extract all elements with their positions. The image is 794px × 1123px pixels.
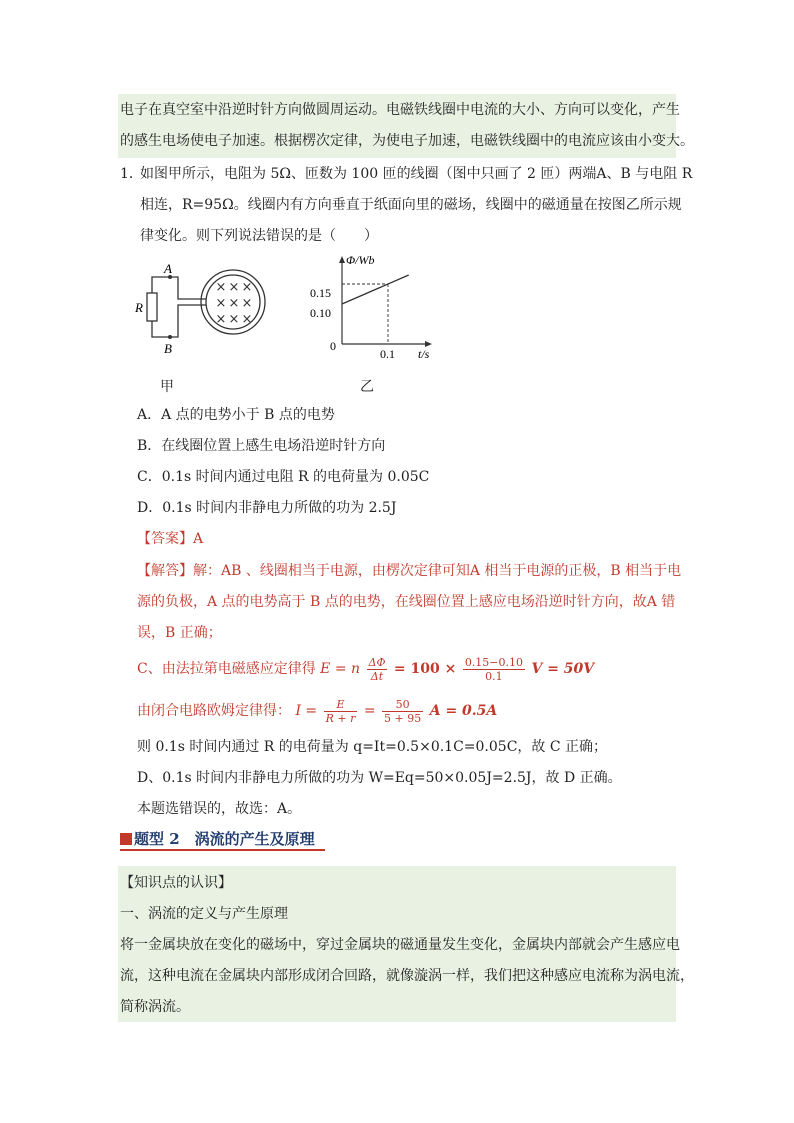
flux-series-line xyxy=(342,275,409,304)
cross-mark: × xyxy=(228,280,240,295)
frac-denominator: Δt xyxy=(370,669,384,683)
heading-underline xyxy=(120,849,325,851)
terminal-b xyxy=(168,335,172,339)
wire-left-bottom xyxy=(152,321,170,337)
wire-left-top xyxy=(152,277,170,293)
answer-tag: 【答案】 xyxy=(137,531,193,547)
frac-denominator: 0.1 xyxy=(485,669,503,683)
question-line-2: 相连，R=95Ω。线圈内有方向垂直于纸面向里的磁场，线圈中的磁通量在按图乙所示规 xyxy=(140,197,682,213)
cross-mark: × xyxy=(215,296,227,311)
tick-label-015: 0.15 xyxy=(310,286,331,300)
cross-mark: × xyxy=(241,296,253,311)
solution-c-formula xyxy=(137,652,594,686)
knowledge-line-1: 将一金属块放在变化的磁场中，穿过金属块的磁通量发生变化，金属块内部就会产生感应电 xyxy=(120,937,680,953)
y-axis-label: Φ/Wb xyxy=(346,253,375,267)
wire-to-coil-top xyxy=(170,277,206,299)
caption-jia: 甲 xyxy=(160,379,174,395)
label-a: A xyxy=(164,261,172,276)
frac-denominator: R + r xyxy=(325,711,356,725)
cross-mark: × xyxy=(228,296,240,311)
c-frac-values xyxy=(463,656,525,683)
question-line-3: 律变化。则下列说法错误的是（ ） xyxy=(140,228,378,244)
solution-tag: 【解答】 xyxy=(137,563,193,579)
question-line-1: 如图甲所示，电阻为 5Ω、匝数为 100 匝的线圈（图中只画了 2 匝）两端A、B 与电阻 R xyxy=(140,166,693,182)
c-e: E = n xyxy=(320,661,361,677)
section-heading xyxy=(120,828,325,850)
ohm-frac-1 xyxy=(324,698,358,725)
solution-line-q: 则 0.1s 时间内通过 R 的电荷量为 q=It=0.5×0.1C=0.05C，故 C 正确； xyxy=(137,739,608,755)
resistor xyxy=(147,293,157,321)
knowledge-subheader: 一、涡流的定义与产生原理 xyxy=(120,906,288,922)
frac-denominator: 5 + 95 xyxy=(384,711,422,725)
frac-numerator: ΔΦ xyxy=(368,655,386,669)
solution-ohm-formula xyxy=(137,694,497,728)
ohm-i: I = xyxy=(295,703,318,719)
option-b: B．在线圈位置上感生电场沿逆时针方向 xyxy=(137,438,386,454)
c-end: V = 50V xyxy=(531,661,595,677)
magnetic-field-crosses xyxy=(216,280,253,327)
knowledge-line-2: 流，这种电流在金属块内部形成闭合回路，就像漩涡一样，我们把这种感应电流称为涡电流， xyxy=(120,968,694,984)
ohm-prefix: 由闭合电路欧姆定律得： xyxy=(137,703,291,719)
cross-mark: × xyxy=(228,312,240,327)
solution-line-d: D、0.1s 时间内非静电力所做的功为 W=Eq=50×0.05J=2.5J，故 D 正确。 xyxy=(137,770,622,786)
figure-flux-graph xyxy=(300,252,450,364)
option-c: C．0.1s 时间内通过电阻 R 的电荷量为 0.05C xyxy=(137,469,430,485)
tick-label-01: 0.1 xyxy=(380,347,395,361)
heading-marker-icon xyxy=(120,833,132,845)
knowledge-header: 【知识点的认识】 xyxy=(120,875,232,891)
question-number: 1． xyxy=(120,166,143,182)
c-mid: = 100 × xyxy=(393,661,457,677)
cross-mark: × xyxy=(215,312,227,327)
section-title: 题型 2 涡流的产生及原理 xyxy=(134,830,315,848)
solution-text-1: 解：AB 、线圈相当于电源，由楞次定律可知A 相当于电源的正极，B 相当于电 xyxy=(193,563,682,579)
answer-value: A xyxy=(193,531,204,547)
frac-numerator: E xyxy=(324,698,358,712)
c-frac-flux xyxy=(367,656,388,683)
ohm-frac-2 xyxy=(382,698,423,725)
solution-line-3: 误，B 正确； xyxy=(137,625,222,641)
ohm-end: A = 0.5A xyxy=(429,703,498,719)
option-a: A．A 点的电势小于 B 点的电势 xyxy=(137,407,335,423)
intro-line-1: 电子在真空室中沿逆时针方向做圆周运动。电磁铁线圈中电流的大小、方向可以变化，产生 xyxy=(120,102,680,118)
tick-label-010: 0.10 xyxy=(310,306,331,320)
solution-line-1 xyxy=(137,561,681,581)
x-axis-label: t/s xyxy=(418,347,430,361)
figure-coil-circuit xyxy=(130,255,290,370)
label-b: B xyxy=(164,341,172,356)
y-axis-arrow xyxy=(339,256,345,263)
frac-numerator: 0.15−0.10 xyxy=(464,655,524,669)
wire-to-coil-bottom xyxy=(170,305,206,337)
caption-yi: 乙 xyxy=(360,379,374,395)
option-d: D．0.1s 时间内非静电力所做的功为 2.5J xyxy=(137,500,397,516)
label-r: R xyxy=(135,300,143,315)
answer-line xyxy=(137,529,203,549)
ohm-eq: = xyxy=(363,703,376,719)
tick-label-0: 0 xyxy=(330,339,336,353)
cross-mark: × xyxy=(241,312,253,327)
solution-line-2: 源的负极，A 点的电势高于 B 点的电势，在线圈位置上感应电场沿逆时针方向，故A 错 xyxy=(137,594,676,610)
cross-mark: × xyxy=(215,280,227,295)
cross-mark: × xyxy=(241,280,253,295)
c-prefix: C、由法拉第电磁感应定律得 xyxy=(137,661,316,677)
frac-numerator: 50 xyxy=(382,698,423,712)
intro-line-2: 的感生电场使电子加速。根据楞次定律，为使电子加速，电磁铁线圈中的电流应该由小变大。 xyxy=(120,133,694,149)
solution-line-final: 本题选错误的，故选：A。 xyxy=(137,801,302,817)
knowledge-line-3: 简称涡流。 xyxy=(120,999,190,1015)
